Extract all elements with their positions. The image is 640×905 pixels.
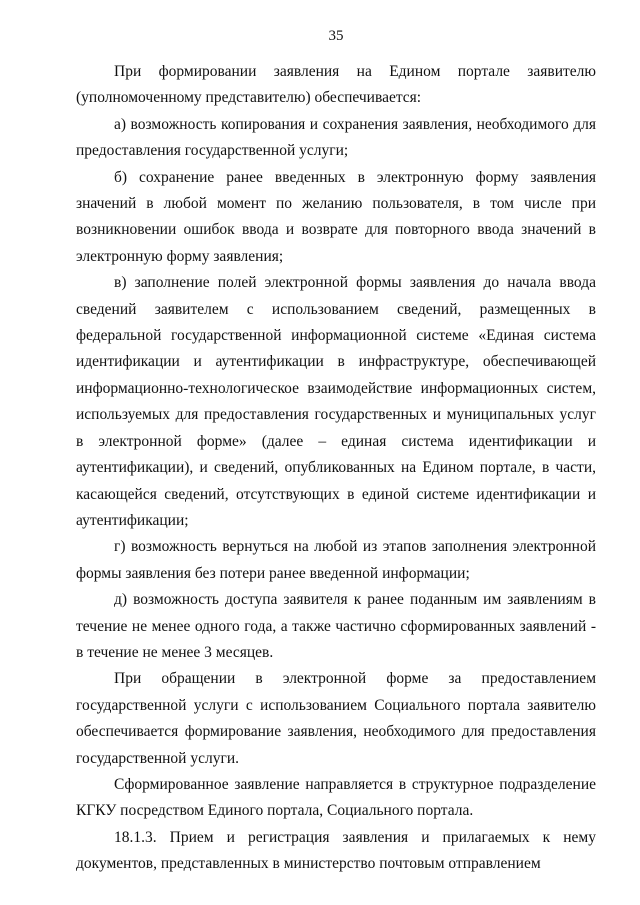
document-page [76, 0, 596, 905]
paragraph-item-d: д) возможность доступа заявителя к ранее поданным им заявлениям в течение не менее одного года, а также частично сформированных заявлений - в течение не менее 3 месяцев. [76, 591, 596, 661]
paragraph-submission: Сформированное заявление направляется в структурное подразделение КГКУ посредством Единого портала, Социального портала. [76, 775, 596, 820]
paragraph-item-v: в) заполнение полей электронной формы заявления до начала ввода сведений заявителем с использованием сведений, размещенных в федеральной государственной информационной системе «Единая система идентификации и аутентификации в инфраструктуре, обеспечивающей информационно-технологическое взаимодействие информационных систем, используемых для предоставления государственных и муниципальных услуг в электронной форме» (далее – единая система идентификации и аутентификации), и сведений, опубликованных на Едином портале, в части, касающейся сведений, отсутствующих в единой системе идентификации и аутентификации; [76, 274, 596, 529]
paragraph-item-a: а) возможность копирования и сохранения заявления, необходимого для предоставления государственной услуги; [76, 115, 596, 160]
paragraph-item-b: б) сохранение ранее введенных в электронную форму заявления значений в любой момент по желанию пользователя, в том числе при возникновении ошибок ввода и возврате для повторного ввода значений в электронную форму заявления; [76, 168, 596, 265]
paragraph-intro: При формировании заявления на Едином портале заявителю (уполномоченному представителю) обеспечивается: [76, 63, 596, 107]
paragraph-social-portal: При обращении в электронной форме за предоставлением государственной услуги с использованием Социального портала заявителю обеспечивается формирование заявления, необходимого для предоставления государственной услуги. [76, 670, 596, 767]
paragraph-section-18-1-3: 18.1.3. Прием и регистрация заявления и прилагаемых к нему документов, представленных в министерство почтовым отправлением [76, 828, 596, 873]
paragraph-item-g: г) возможность вернуться на любой из этапов заполнения электронной формы заявления без потери ранее введенной информации; [76, 538, 596, 582]
document-body [76, 59, 596, 878]
page-number: 35 [328, 28, 344, 44]
